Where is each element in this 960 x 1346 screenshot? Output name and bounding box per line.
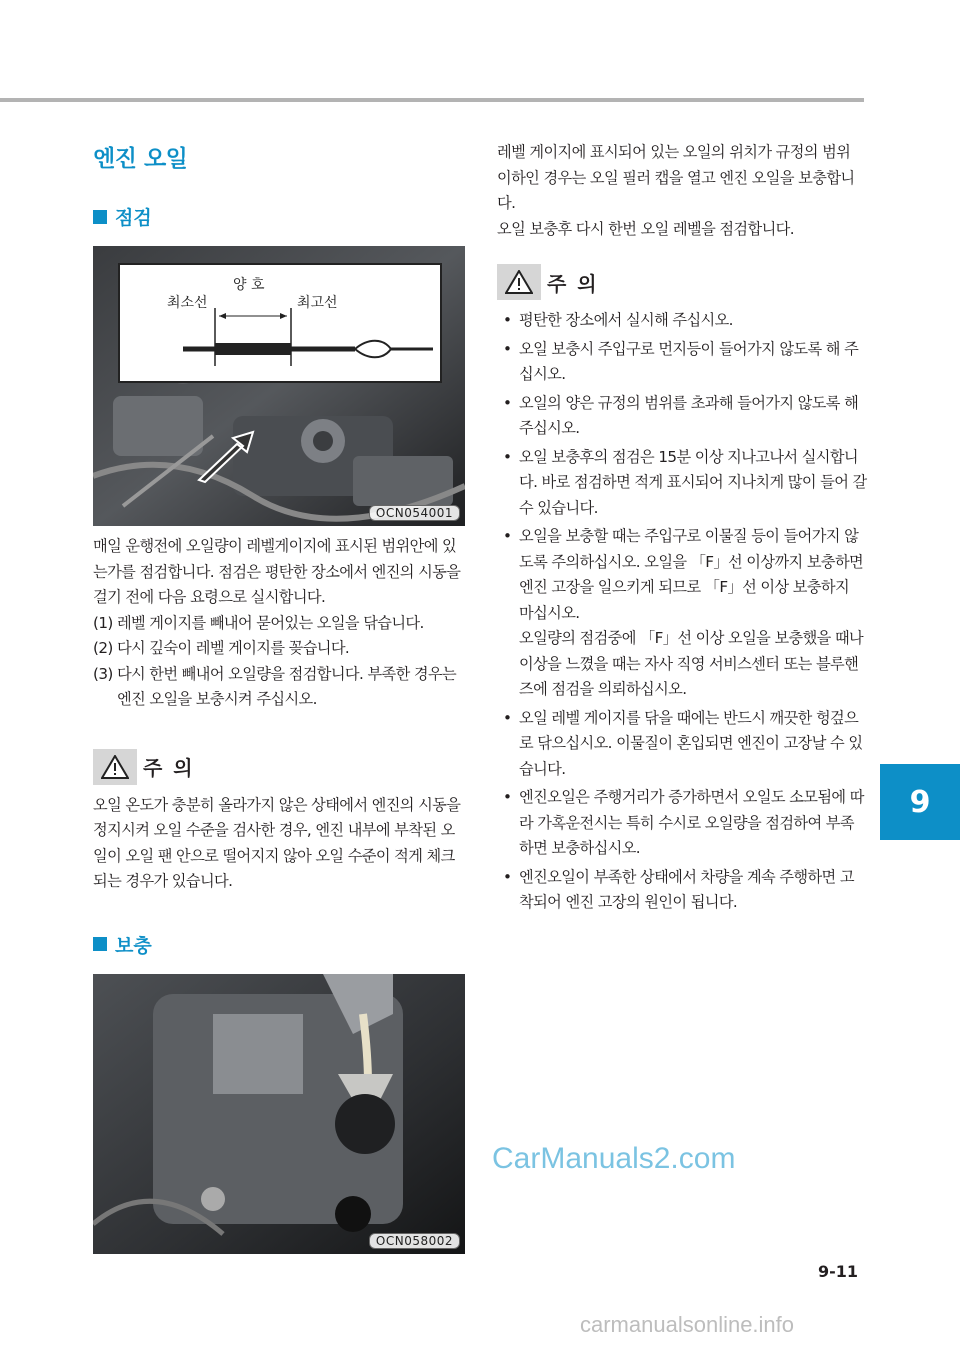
inspect-heading-label: 점검	[115, 207, 152, 229]
oil-refill-illustration	[93, 974, 465, 1254]
refill-para-1: 레벨 게이지에 표시되어 있는 오일의 위치가 규정의 범위 이하인 경우는 오일 필러 캡을 열고 엔진 오일을 보충합니다.	[497, 143, 855, 212]
list-item: • 엔진오일은 주행거리가 증가하면서 오일도 소모됨에 따라 가혹운전시는 특히 수시로 오일량을 점검하여 부족하면 보충하십시오.	[503, 788, 864, 857]
figure-label-max: 최고선	[297, 295, 338, 311]
page-number: 9-11	[818, 1262, 859, 1281]
top-rule	[0, 98, 864, 102]
list-item: • 오일을 보충할 때는 주입구로 이물질 등이 들어가지 않도록 주의하십시오. 오일을 「F」선 이상까지 보충하면 엔진 고장을 일으키게 되므로 「F」선 이상 보충하지 마십시오. 오일량의 점검중에 「F」선 이상 오일을 보충했을 때나 이상을 느꼈을 때는 자사 직영 서비스센터 또는 블루핸즈에 점검을 의뢰하십시오.	[497, 524, 867, 703]
engine-bay-illustration	[93, 246, 465, 526]
inspect-steps	[93, 611, 465, 713]
refill-para-2: 오일 보충후 다시 한번 오일 레벨을 점검합니다.	[497, 219, 794, 238]
refill-heading	[93, 931, 465, 958]
inspect-step: (1) 레벨 게이지를 빼내어 묻어있는 오일을 닦습니다.	[93, 613, 424, 632]
caution-text-left: 오일 온도가 충분히 올라가지 않은 상태에서 엔진의 시동을 정지시켜 오일 수준을 검사한 경우, 엔진 내부에 부착된 오일이 오일 팬 안으로 떨어지지 않아 오일 수준이 적게 체크되는 경우가 있습니다.	[93, 795, 461, 890]
inspect-step: (3) 다시 한번 빼내어 오일량을 점검합니다. 부족한 경우는 엔진 오일을 보충시켜 주십시오.	[93, 664, 457, 708]
figure-code: OCN058002	[369, 1233, 460, 1249]
square-bullet-icon	[93, 937, 107, 951]
refill-heading-label: 보충	[115, 934, 152, 957]
caution-bullets	[497, 308, 867, 916]
figure-code: OCN054001	[369, 505, 460, 521]
inspect-heading	[93, 203, 465, 230]
list-item: • 평탄한 장소에서 실시해 주십시오.	[503, 311, 733, 329]
section-title: 엔진 오일	[93, 146, 188, 172]
inspect-step: (2) 다시 깊숙이 레벨 게이지를 꽂습니다.	[93, 639, 350, 657]
footer-watermark: carmanualsonline.info	[580, 1312, 795, 1337]
figure-label-min: 최소선	[167, 295, 208, 311]
figure-label-good: 양 호	[233, 277, 265, 293]
warning-triangle-icon	[497, 264, 541, 300]
caution-heading-left	[93, 749, 465, 785]
list-item: • 오일 보충시 주입구로 먼지등이 들어가지 않도록 해 주십시오.	[503, 339, 859, 383]
caution-label: 주 의	[143, 756, 195, 780]
right-column	[497, 140, 867, 919]
caution-heading-right	[497, 264, 867, 300]
dipstick-photo	[93, 246, 465, 526]
list-item-continuation: 오일량의 점검중에 「F」선 이상 오일을 보충했을 때나 이상을 느꼈을 때는 자사 직영 서비스센터 또는 블루핸즈에 점검을 의뢰하십시오.	[519, 629, 864, 698]
caution-label: 주 의	[547, 271, 599, 296]
square-bullet-icon	[93, 210, 107, 224]
list-item: • 오일 레벨 게이지를 닦을 때에는 반드시 깨끗한 헝겊으로 닦으십시오. 이물질이 혼입되면 엔진이 고장날 수 있습니다.	[503, 708, 863, 778]
chapter-tab: 9	[880, 764, 960, 840]
left-column	[93, 140, 465, 1254]
refill-photo	[93, 974, 465, 1254]
list-item: • 엔진오일이 부족한 상태에서 차량을 계속 주행하면 고착되어 엔진 고장의 원인이 됩니다.	[503, 867, 854, 911]
list-item: • 오일 보충후의 점검은 15분 이상 지나고나서 실시합니다. 바로 점검하면 적게 표시되어 지나치게 많이 들어 갈 수 있습니다.	[503, 447, 867, 517]
watermark: CarManuals2.com	[492, 1142, 736, 1175]
warning-triangle-icon	[93, 749, 137, 785]
inspect-intro: 매일 운행전에 오일량이 레벨게이지에 표시된 범위안에 있는가를 점검합니다. 점검은 평탄한 장소에서 엔진의 시동을 걸기 전에 다음 요령으로 실시합니다.	[93, 537, 461, 606]
list-item: • 오일의 양은 규정의 범위를 초과해 들어가지 않도록 해 주십시오.	[503, 393, 859, 437]
